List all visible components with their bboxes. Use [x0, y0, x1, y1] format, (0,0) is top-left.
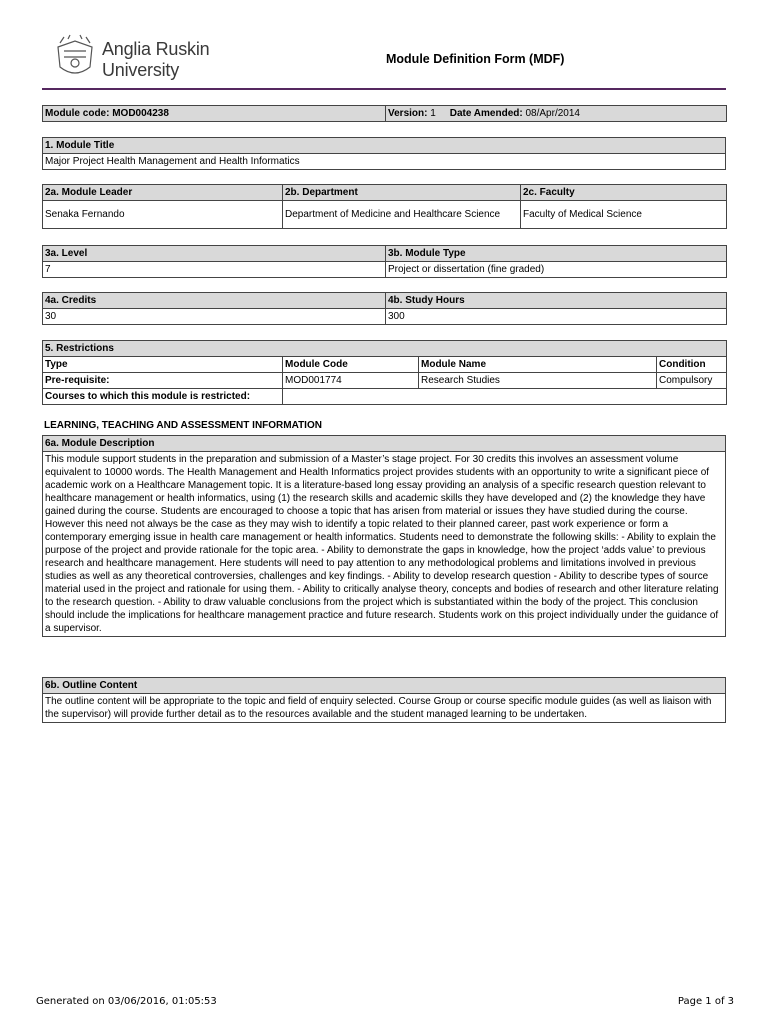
faculty-value: Faculty of Medical Science — [521, 201, 727, 229]
study-hours-value: 300 — [386, 309, 727, 325]
study-hours-heading: 4b. Study Hours — [386, 293, 727, 309]
outline-content-heading: 6b. Outline Content — [43, 678, 726, 694]
restrictions-heading: 5. Restrictions — [43, 341, 727, 357]
outline-content-text: The outline content will be appropriate to the topic and field of enquiry selected. Course Group or course specific module guides (as well as liaison with the supervisor) will provide further detail as to the resources available and the student managed learning to be undertaken. — [43, 694, 726, 723]
logo-line1: Anglia Ruskin — [102, 39, 210, 59]
module-title-value: Major Project Health Management and Health Informatics — [43, 154, 726, 170]
prereq-code: MOD001774 — [283, 373, 419, 389]
leader-table — [42, 184, 727, 229]
faculty-heading: 2c. Faculty — [521, 185, 727, 201]
credits-table — [42, 292, 727, 325]
courses-restricted-label: Courses to which this module is restricted: — [43, 389, 283, 405]
version-date — [386, 106, 727, 122]
form-title: Module Definition Form (MDF) — [386, 52, 565, 66]
version-label: Version: — [388, 108, 428, 119]
col-module-name: Module Name — [419, 357, 657, 373]
level-heading: 3a. Level — [43, 246, 386, 262]
module-title-table — [42, 137, 726, 170]
module-title-heading: 1. Module Title — [43, 138, 726, 154]
department-value: Department of Medicine and Healthcare Science — [283, 201, 521, 229]
version-value: 1 — [430, 108, 436, 119]
section-heading: LEARNING, TEACHING AND ASSESSMENT INFORMATION — [44, 420, 322, 431]
university-crest-icon — [50, 33, 100, 83]
date-value: 08/Apr/2014 — [525, 108, 580, 119]
department-heading: 2b. Department — [283, 185, 521, 201]
leader-heading: 2a. Module Leader — [43, 185, 283, 201]
module-type-heading: 3b. Module Type — [386, 246, 727, 262]
outline-content-table — [42, 677, 726, 723]
credits-value: 30 — [43, 309, 386, 325]
module-description-text: This module support students in the preparation and submission of a Master’s stage project. For 30 credits this involves an assessment volume equivalent to 10000 words. The Health Management and Health Informatics project provides students with an opportunity to write a significant piece of academic work on a Healthcare Management topic. It is a literature-based long essay providing an analysis of a specific research question relevant to healthcare management or health informatics, using (1) the research skills and academic skills they have developed and (2) the knowledge they have gained during the course. Students are encouraged to choose a topic that has arisen from material or issues they have studied during the course. However this need not always be the case as they may wish to identify a topic related to their planned career, past work experience or form a contemporary emerging issue in health care management or health informatics. Students need to demonstrate the following skills: - Ability to explain the purpose of the project and provide rationale for the topic area. - Ability to demonstrate the gaps in knowledge, how the project ‘adds value’ to previous research and healthcare management. Here students will need to pay attention to any methodological problems and limitations involved in previous studies as well as any theoretical controversies, challenges and key findings. - Ability to develop research question - Ability to describe types of source material used in the project and rationale for using them. - Ability to critically analyse theory, concepts and bodies of research and other literature relating to the research question. - Ability to draw valuable conclusions from the project which is substantiated within the body of the project. This conclusion should include the implications for healthcare management practice and future research. Students work on this project individually under the guidance of a supervisor. — [43, 452, 726, 637]
generated-timestamp: Generated on 03/06/2016, 01:05:53 — [36, 996, 217, 1007]
prereq-label: Pre-requisite: — [43, 373, 283, 389]
logo-line2: University — [102, 60, 180, 80]
meta-table — [42, 105, 727, 122]
module-description-table — [42, 435, 726, 637]
prereq-condition: Compulsory — [657, 373, 727, 389]
level-value: 7 — [43, 262, 386, 278]
prereq-name: Research Studies — [419, 373, 657, 389]
page-number: Page 1 of 3 — [677, 996, 734, 1007]
module-code: Module code: MOD004238 — [43, 106, 386, 122]
leader-value: Senaka Fernando — [43, 201, 283, 229]
col-module-code: Module Code — [283, 357, 419, 373]
level-table — [42, 245, 727, 278]
date-label: Date Amended: — [449, 108, 523, 119]
module-description-heading: 6a. Module Description — [43, 436, 726, 452]
col-condition: Condition — [657, 357, 727, 373]
module-type-value: Project or dissertation (fine graded) — [386, 262, 727, 278]
credits-heading: 4a. Credits — [43, 293, 386, 309]
restrictions-table — [42, 340, 727, 405]
courses-restricted-value — [283, 389, 727, 405]
col-type: Type — [43, 357, 283, 373]
header-rule — [42, 88, 726, 90]
